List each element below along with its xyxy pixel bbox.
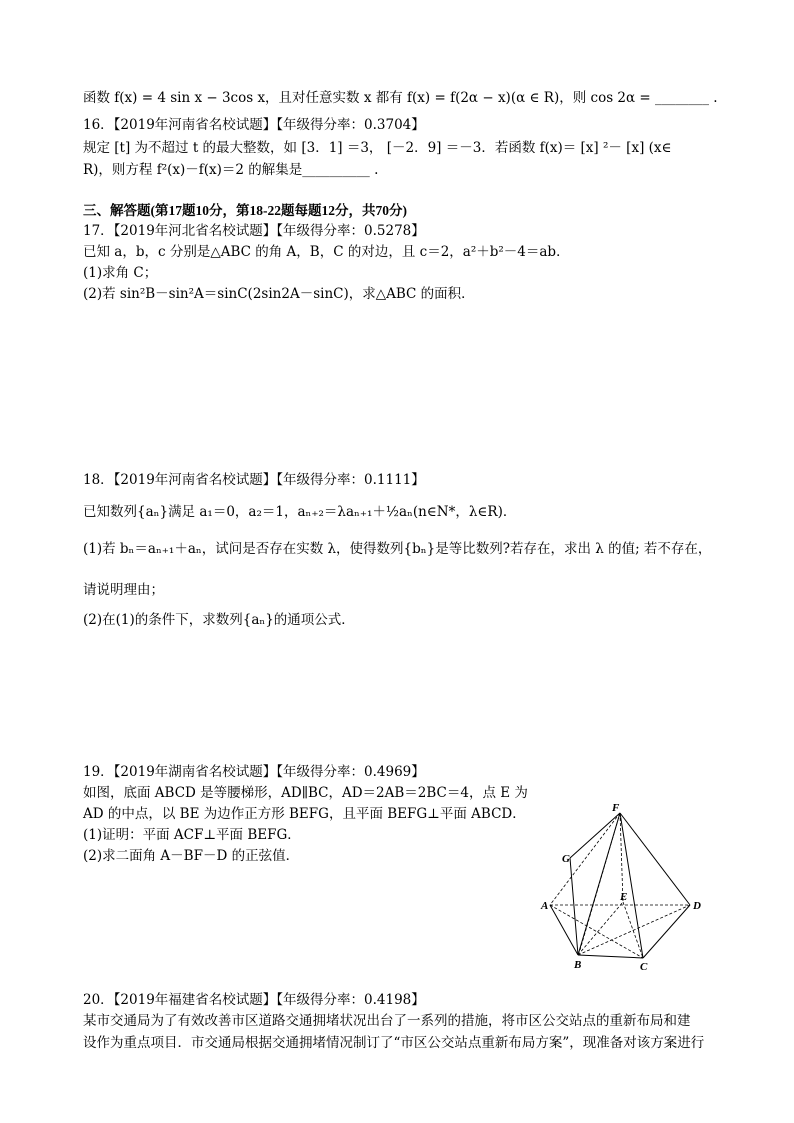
q18-header: 18．【2019年河南省名校试题】【年级得分率：0.1111】	[83, 472, 425, 488]
q18-line: (2)在(1)的条件下，求数列{aₙ}的通项公式．	[83, 612, 355, 628]
q20-header: 20．【2019年福建省名校试题】【年级得分率：0.4198】	[83, 992, 425, 1008]
q15-tail: 函数 f(x) = 4 sin x − 3cos x，且对任意实数 x 都有 f(x) = f(2α − x)(α ∈ R)，则 cos 2α = ________ .	[83, 90, 718, 106]
section-title: 三、解答题(第17题10分，第18-22题每题12分，共70分)	[83, 203, 407, 218]
label-G: G	[562, 853, 570, 865]
label-F: F	[612, 802, 620, 814]
q16-line: 规定 [t] 为不超过 t 的最大整数，如 [3．1] ＝3， [－2．9] ＝－3．若函数 f(x)＝ [x] ²－ [x] (x∈	[83, 140, 672, 156]
q17-line: (1)求角 C；	[83, 265, 158, 281]
q19-line: (1)证明：平面 ACF⊥平面 BEFG．	[83, 827, 301, 843]
q18-line: 已知数列{aₙ}满足 a₁＝0，a₂＝1，aₙ₊₂＝λaₙ₊₁＋½aₙ(n∈N*，λ∈R)．	[83, 504, 517, 520]
label-B: B	[574, 959, 582, 971]
q18-line: 请说明理由；	[83, 582, 164, 598]
q19-line: (2)求二面角 A－BF－D 的正弦值．	[83, 848, 300, 864]
label-C: C	[640, 961, 648, 973]
q19-line: 如图，底面 ABCD 是等腰梯形，AD∥BC，AD＝2AB＝2BC＝4，点 E 为	[83, 785, 528, 801]
q17-line: (2)若 sin²B－sin²A＝sinC(2sin2A－sinC)，求△ABC 的面积．	[83, 286, 475, 302]
q16-line: R)，则方程 f²(x)－f(x)＝2 的解集是__________ .	[83, 162, 379, 178]
q17-line: 已知 a，b，c 分别是△ABC 的角 A，B，C 的对边，且 c＝2，a²＋b²－4＝ab．	[83, 244, 570, 260]
label-E: E	[620, 891, 628, 903]
q20-line: 某市交通局为了有效改善市区道路交通拥堵状况出台了一系列的措施，将市区公交站点的重新布局和建	[83, 1013, 691, 1029]
label-D: D	[693, 900, 701, 912]
label-A: A	[541, 900, 549, 912]
q17-header: 17．【2019年河北省名校试题】【年级得分率：0.5278】	[83, 223, 425, 239]
q18-line: (1)若 bₙ＝aₙ₊₁＋aₙ，试问是否存在实数 λ，使得数列{bₙ}是等比数列?若存在，求出 λ 的值; 若不存在，	[83, 541, 712, 557]
q19-header: 19．【2019年湖南省名校试题】【年级得分率：0.4969】	[83, 764, 425, 780]
q19-line: AD 的中点，以 BE 为边作正方形 BEFG，且平面 BEFG⊥平面 ABCD．	[83, 806, 526, 822]
q16-header: 16．【2019年河南省名校试题】【年级得分率：0.3704】	[83, 117, 425, 133]
q20-line: 设作为重点项目．市交通局根据交通拥堵情况制订了“市区公交站点重新布局方案”，现准备对该方案进行	[83, 1035, 705, 1051]
geometry-figure	[530, 795, 710, 975]
